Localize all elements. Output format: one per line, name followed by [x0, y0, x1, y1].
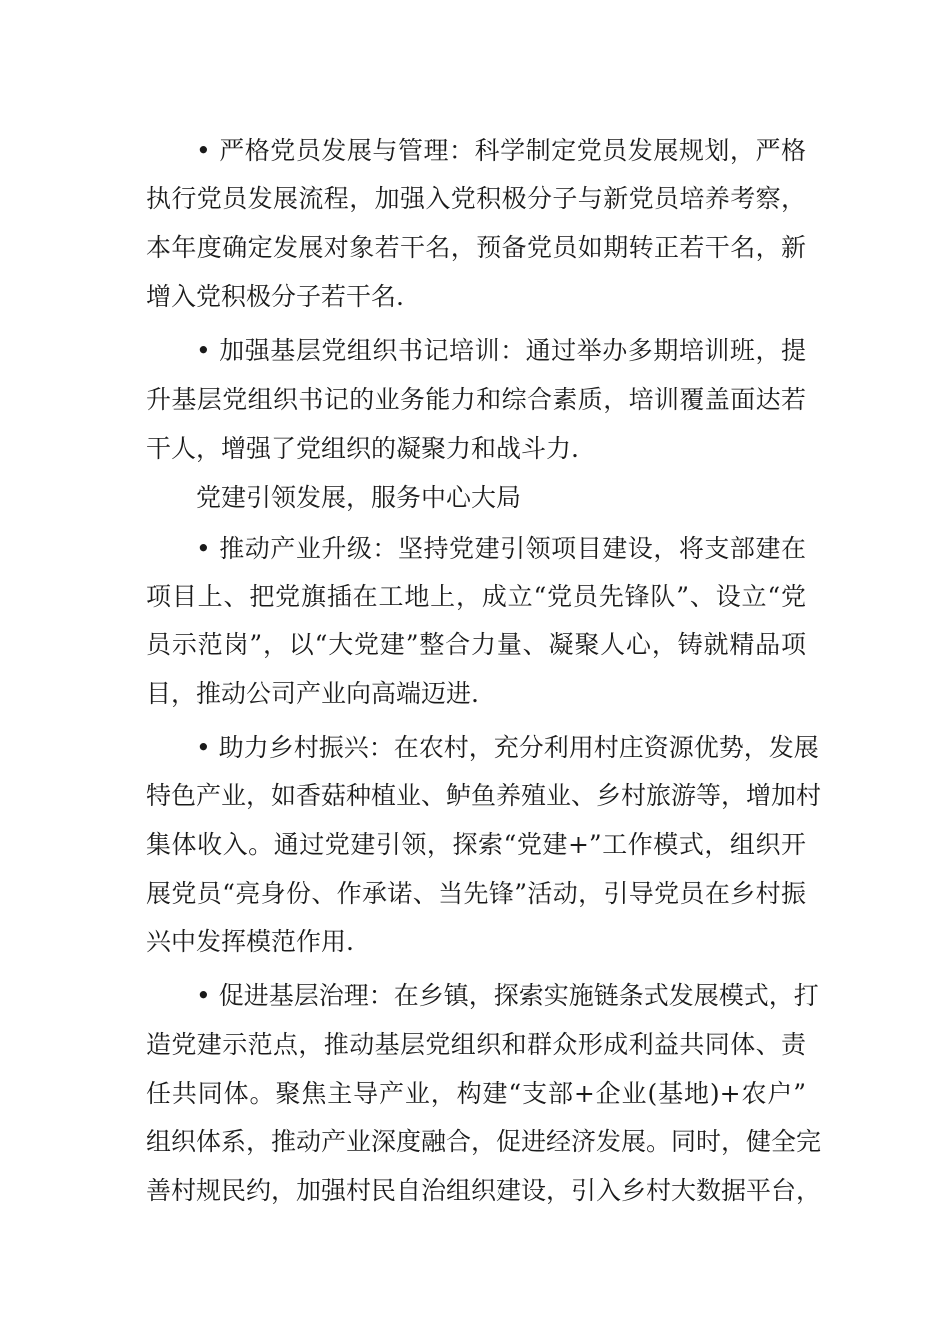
- paragraph-5-line-3: 任共同体。聚焦主导产业，构建“支部+企业(基地)+农户”: [146, 1079, 806, 1108]
- paragraph-2-line-3: 干人，增强了党组织的凝聚力和战斗力.: [146, 434, 579, 463]
- paragraph-3-line-4: 目，推动公司产业向高端迈进.: [146, 679, 479, 708]
- paragraph-4-line-2: 特色产业，如香菇种植业、鲈鱼养殖业、乡村旅游等，增加村: [146, 781, 822, 810]
- paragraph-4-line-5: 兴中发挥模范作用.: [146, 927, 354, 956]
- paragraph-1-line-3: 本年度确定发展对象若干名，预备党员如期转正若干名，新: [146, 233, 806, 262]
- paragraph-1-line-2: 执行党员发展流程，加强入党积极分子与新党员培养考察，: [146, 184, 806, 213]
- paragraph-3-line-1: • 推动产业升级：坚持党建引领项目建设，将支部建在: [196, 534, 806, 563]
- paragraph-2-line-1: • 加强基层党组织书记培训：通过举办多期培训班，提: [196, 336, 806, 365]
- paragraph-5-line-1: • 促进基层治理：在乡镇，探索实施链条式发展模式，打: [196, 981, 819, 1010]
- paragraph-2-line-2: 升基层党组织书记的业务能力和综合素质，培训覆盖面达若: [146, 385, 806, 414]
- paragraph-3-line-2: 项目上、把党旗插在工地上，成立“党员先锋队”、设立“党: [146, 582, 806, 611]
- paragraph-5-line-5: 善村规民约，加强村民自治组织建设，引入乡村大数据平台，: [146, 1176, 822, 1205]
- section-heading: 党建引领发展，服务中心大局: [196, 483, 522, 512]
- paragraph-1-line-1: • 严格党员发展与管理：科学制定党员发展规划，严格: [196, 136, 806, 165]
- paragraph-5-line-4: 组织体系，推动产业深度融合，促进经济发展。同时，健全完: [146, 1127, 822, 1156]
- paragraph-4-line-4: 展党员“亮身份、作承诺、当先锋”活动，引导党员在乡村振: [146, 879, 806, 908]
- paragraph-3-line-3: 员示范岗”，以“大党建”整合力量、凝聚人心，铸就精品项: [146, 630, 806, 659]
- paragraph-4-line-1: • 助力乡村振兴：在农村，充分利用村庄资源优势，发展: [196, 733, 819, 762]
- paragraph-1-line-4: 增入党积极分子若干名.: [146, 282, 404, 311]
- paragraph-4-line-3: 集体收入。通过党建引领，探索“党建+”工作模式，组织开: [146, 830, 806, 859]
- paragraph-5-line-2: 造党建示范点，推动基层党组织和群众形成利益共同体、责: [146, 1030, 806, 1059]
